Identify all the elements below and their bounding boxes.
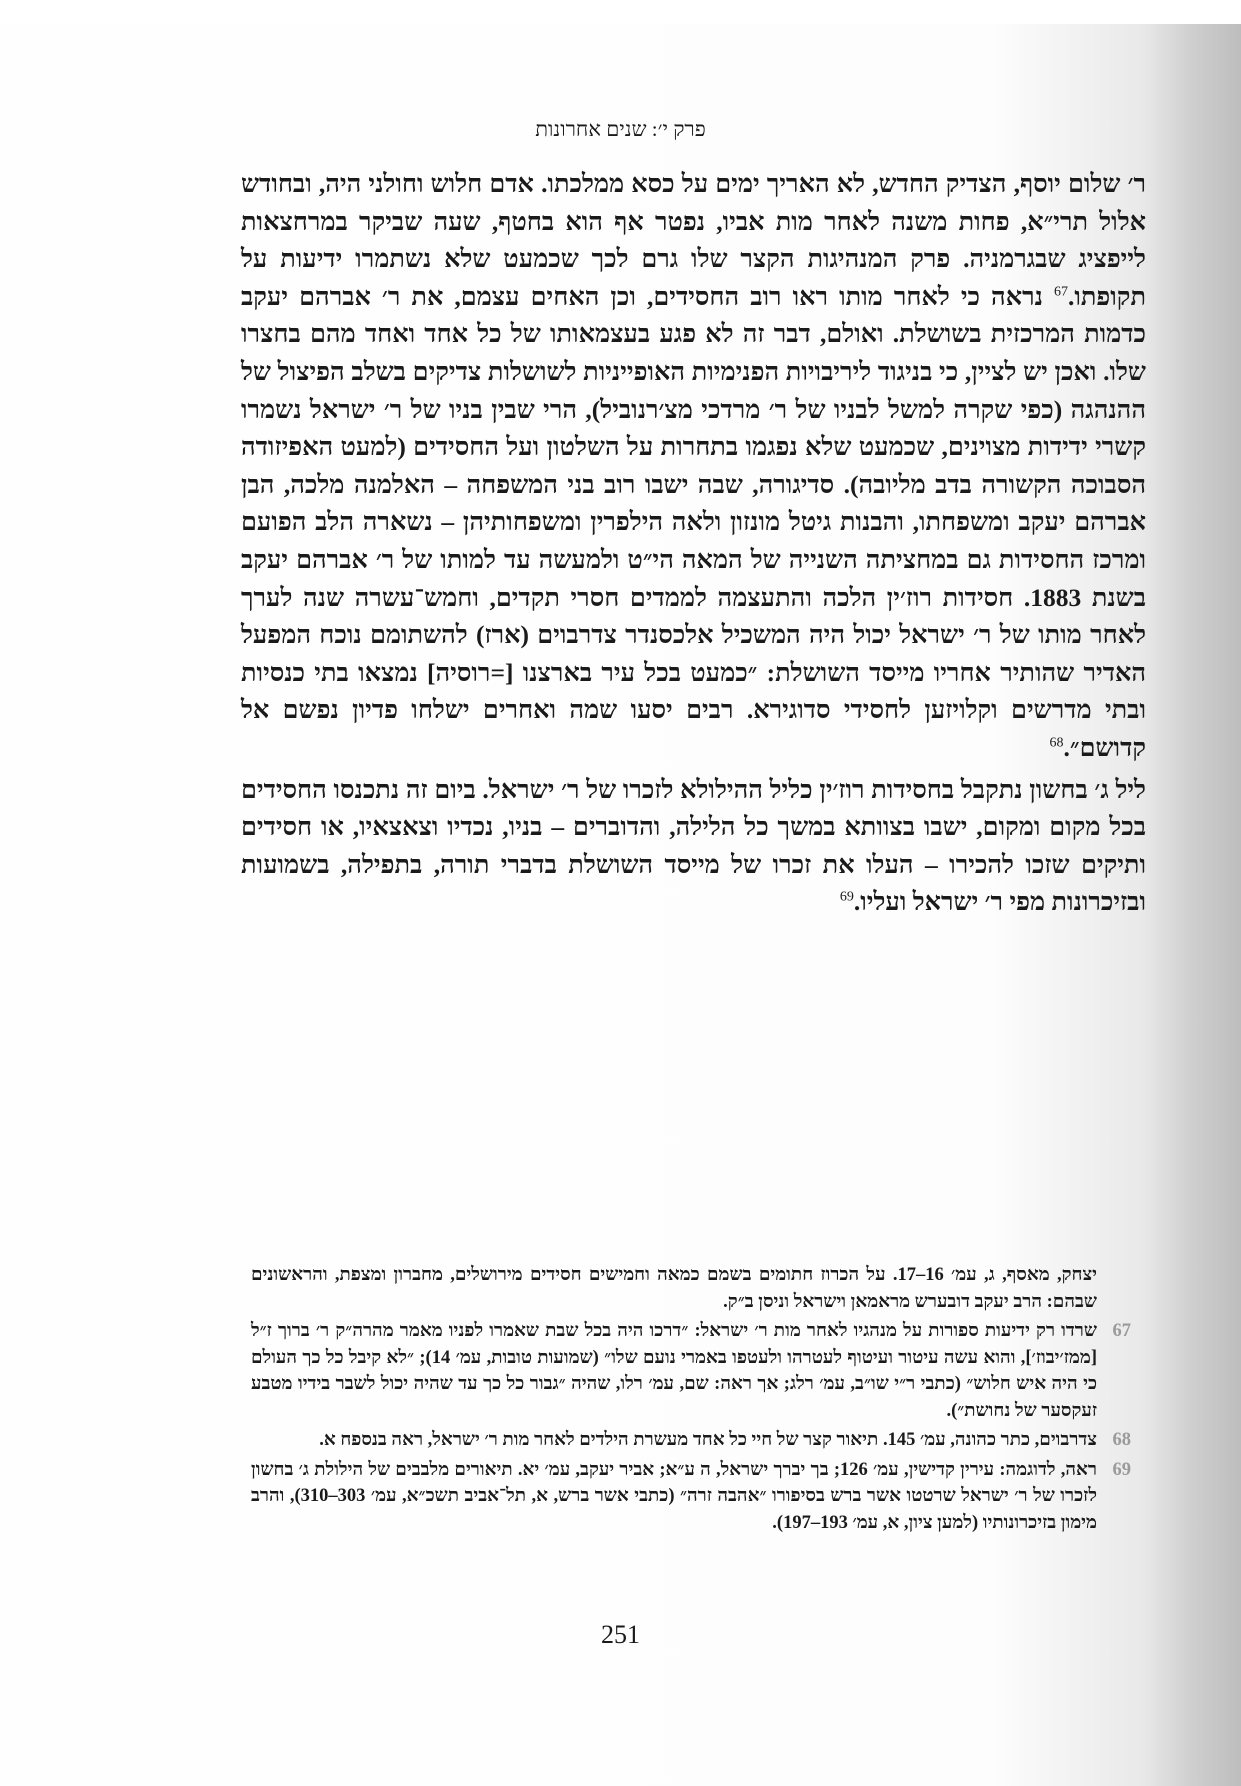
footnote-69: [251, 1457, 1131, 1537]
page-top-edge: [0, 0, 1241, 24]
paragraph-1-text-continued: נראה כי לאחר מותו ראו רוב החסידים, וכן האחים עצמם, את ר׳ אברהם יעקב כדמות המרכזית בשושלת. ואולם, דבר זה לא פגע בעצמאותו של כל אחד ואחד מהם בחצרו שלו. ואכן יש לציין, כי בניגוד ליריבויות הפנימיות האופייניות לשושלות צדיקים בשלב הפיצול של ההנהגה (כפי שקרה למשל לבניו של ר׳ מרדכי מצ׳רנוביל), הרי שבין בניו של ר׳ ישראל נשמרו קשרי ידידות מצוינים, שכמעט שלא נפגמו בתחרות על השלטון ועל החסידים (למעט האפיזודה הסבוכה הקשורה בדב מליובה). סדיגורה, שבה ישבו רוב בני המשפחה – האלמנה מלכה, הבן אברהם יעקב ומשפחתו, והבנות גיטל מונזון ולאה הילפרין ומשפחותיהן – נשארה הלב הפועם ומרכז החסידות גם במחציתה השנייה של המאה הי״ט ולמעשה עד למותו של ר׳ אברהם יעקב בשנת 1883. חסידות רוז׳ין הלכה והתעצמה לממדים חסרי תקדים, וחמש־עשרה שנה לערך לאחר מותו של ר׳ ישראל יכול היה המשכיל אלכסנדר צדרבוים (ארז) להשתומם נוכח המפעל האדיר שהותיר אחריו מייסד השושלת: ״כמעט בכל עיר בארצנו [=רוסיה] נמצאו בתי כנסיות ובתי מדרשים וקלויזען לחסידי סדוגירא. רבים יסעו שמה ואחרים ישלחו פדיון נפשם אל קדושם״.: [241, 281, 1147, 762]
footnote-ref-67[interactable]: 67: [1053, 284, 1068, 300]
footnote-text: צדרבוים, כתר כהונה, עמ׳ 145. תיאור קצר של חיי כל אחד מעשרת הילדים לאחר מות ר׳ ישראל, ראה בנספח א.: [319, 1430, 1097, 1450]
footnote-number: [1097, 1262, 1131, 1315]
paragraph-2: [241, 771, 1146, 921]
main-text: [241, 165, 1146, 921]
footnotes: [251, 1262, 1131, 1539]
paragraph-1: [241, 165, 1146, 767]
footnote-ref-69[interactable]: 69: [839, 889, 854, 905]
running-head: פרק י׳: שנים אחרונות: [535, 117, 706, 141]
footnote-68: [251, 1427, 1131, 1454]
footnote-text: שרדו רק ידיעות ספורות על מנהגיו לאחר מות ר׳ ישראל: ״דרכו היה בכל שבת שאמרו לפניו מאמר מהרה״ק ר׳ ברוך ז״ל [ממז׳יבוז׳], והוא עשה עיטור ועיטוף לעטרהו ולעטפו באמרי נועם שלו״ (שמועות טובות, עמ׳ 14); ״לא קיבל כל כך העולם כי היה איש חלוש״ (כתבי ר״י שו״ב, עמ׳ רלג; אך ראה: שם, עמ׳ רלו, שהיה ״גבור כל כך עד שהיה יכול לשבר בידיו מטבע זעקסער של נחושת״).: [251, 1321, 1097, 1421]
footnote-number: 69: [1112, 1459, 1131, 1480]
paragraph-2-text: ליל ג׳ בחשון נתקבל בחסידות רוז׳ין כליל ההילולא לזכרו של ר׳ ישראל. ביום זה נתכנסו החסידים בכל מקום ומקום, ישבו בצוותא במשך כל הלילה, והדוברים – בניו, נכדיו וצאצאיו, או חסידים ותיקים שזכו להכירו – העלו את זכרו של מייסד השושלת בדברי תורה, בתפילה, בשמועות ובזיכרונות מפי ר׳ ישראל ועליו.: [241, 774, 1146, 917]
footnote-continued: [251, 1262, 1131, 1315]
footnote-text: יצחק, מאסף, ג, עמ׳ 16–17. על הכרוז חתומים בשמם כמאה וחמישים חסידים מירושלים, מחברון ומצפת, והראשונים שבהם: הרב יעקב דובערש מראמאן וישראל וניסן ב״ק.: [251, 1265, 1097, 1312]
footnote-text: ראה, לדוגמה: עירין קדישין, עמ׳ 126; בך יברך ישראל, ה ע״א; אביר יעקב, עמ׳ יא. תיאורים מלבבים של הילולת ג׳ בחשון לזכרו של ר׳ ישראל שרטטו אשר ברש בסיפורו ״אהבה זרה״ (כתבי אשר ברש, א, תל־אביב תשכ״א, עמ׳ 303–310), והרב מימון בזיכרונותיו (למען ציון, א, עמ׳ 193–197).: [251, 1459, 1098, 1533]
footnote-number: 67: [1112, 1321, 1131, 1341]
footnote-number: 68: [1112, 1430, 1131, 1450]
paragraph-1-text: ר׳ שלום יוסף, הצדיק החדש, לא האריך ימים על כסא ממלכתו. אדם חלוש וחולני היה, ובחודש אלול תרי״א, פחות משנה לאחר מות אביו, נפטר אף הוא בחטף, שעה שביקר במרחצאות לייפציג שבגרמניה. פרק המנהיגות הקצר שלו גרם לכך שכמעט שלא נשתמרו ידיעות על תקופתו.: [241, 169, 1146, 311]
footnote-67: [251, 1318, 1131, 1424]
footnote-ref-68[interactable]: 68: [1049, 735, 1064, 751]
page-number: 251: [601, 1620, 640, 1649]
